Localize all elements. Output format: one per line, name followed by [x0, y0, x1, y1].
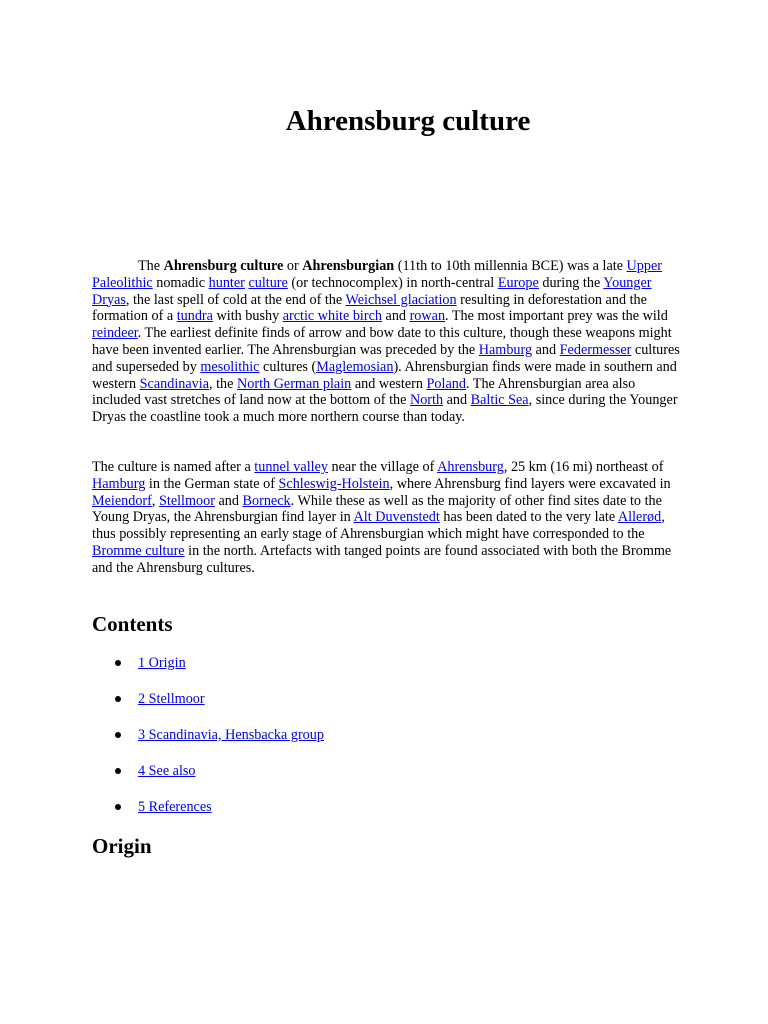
inline-link[interactable]: Allerød [617, 509, 662, 526]
text-run: and western [351, 375, 427, 392]
inline-link[interactable]: culture [248, 274, 288, 291]
inline-link[interactable]: Weichsel glaciation [345, 291, 457, 308]
toc-link-stellmoor[interactable]: 2 Stellmoor [138, 691, 205, 707]
inline-link[interactable]: reindeer [92, 325, 138, 342]
inline-link[interactable]: Federmesser [559, 341, 632, 358]
text-run: in the north. Artefacts with tanged points are found associated with both the Bromme and the Ahrensburg cultures. [92, 542, 672, 576]
toc-link-scandinavia[interactable]: 3 Scandinavia, Hensbacka group [138, 727, 324, 743]
text-run: and [214, 492, 243, 509]
inline-link[interactable]: Maglemosian [316, 358, 394, 375]
inline-link[interactable]: Bromme culture [92, 542, 185, 559]
inline-link[interactable]: Baltic Sea [470, 392, 529, 409]
inline-link[interactable]: tundra [176, 308, 213, 325]
inline-link[interactable]: tunnel valley [254, 459, 328, 475]
text-run: . The Ahrensburgian area also included vast stretches of land now at the bottom of the [92, 375, 636, 409]
article-title: Ahrensburg culture [285, 105, 531, 137]
bullet-icon [115, 732, 121, 738]
text-run: ). Ahrensburgian finds were made in southern and western [92, 358, 677, 392]
inline-link[interactable]: arctic white birch [282, 308, 382, 325]
text-run: . While these as well as the majority of other find sites date to the Young Dryas, the Ahrensburgian find layer in [92, 492, 662, 526]
inline-link[interactable]: Scandinavia [139, 375, 210, 392]
toc-link-origin[interactable]: 1 Origin [138, 655, 186, 671]
text-run: resulting in deforestation and the formation of a [92, 291, 647, 325]
bullet-icon [115, 768, 121, 774]
text-run: , the last spell of cold at the end of the [125, 291, 346, 308]
toc-item [92, 798, 324, 834]
toc-item [92, 654, 324, 690]
inline-link[interactable]: Schleswig-Holstein [278, 475, 390, 492]
toc-item [92, 726, 324, 762]
inline-link[interactable]: Europe [497, 274, 539, 291]
inline-link[interactable]: Upper Paleolithic [92, 258, 663, 291]
text-run: nomadic [152, 274, 209, 291]
bullet-icon [115, 804, 121, 810]
inline-link[interactable]: Hamburg [92, 475, 146, 492]
inline-link[interactable]: hunter [208, 274, 245, 291]
text-run: in the German state of [145, 475, 279, 492]
inline-link[interactable]: Younger Dryas [92, 274, 652, 308]
contents-heading: Contents [92, 612, 173, 636]
text-run: cultures ( [259, 358, 317, 375]
inline-link[interactable]: North [409, 392, 444, 409]
text-run: or [283, 258, 303, 274]
text-run: has been dated to the very late [439, 509, 618, 526]
naming-paragraph [92, 459, 682, 577]
text-run: . The earliest definite finds of arrow and bow date to this culture, though these weapons might have been invented earlier. The Ahrensburgian was preceded by the [92, 325, 672, 358]
text-run: and [381, 308, 410, 325]
text-run: , where Ahrensburg find layers were excavated in [389, 475, 671, 492]
text-run: , [151, 492, 159, 509]
text-run: The [138, 258, 164, 274]
text-run: , thus possibly representing an early stage of Ahrensburgian which might have corresponded to the [92, 509, 665, 543]
text-run: near the village of [327, 459, 438, 475]
inline-link[interactable]: rowan [409, 308, 446, 325]
bullet-icon [115, 696, 121, 702]
inline-link[interactable]: Ahrensburg [437, 459, 504, 475]
text-run: , 25 km (16 mi) northeast of [503, 459, 664, 475]
bullet-icon [115, 660, 121, 666]
text-run: , since during the Younger Dryas the coastline took a much more northern course than today. [92, 392, 678, 426]
text-run: cultures and superseded by [92, 341, 680, 375]
bold-term: Ahrensburg culture [163, 258, 284, 274]
text-run: and [443, 392, 471, 409]
inline-link[interactable]: Stellmoor [158, 492, 215, 509]
toc-link-references[interactable]: 5 References [138, 799, 212, 815]
toc-link-see-also[interactable]: 4 See also [138, 763, 196, 779]
bold-term: Ahrensburgian [302, 258, 395, 274]
intro-paragraph [92, 258, 682, 426]
inline-link[interactable]: Poland [426, 375, 466, 392]
inline-link[interactable]: Borneck [242, 492, 291, 509]
text-run: . The most important prey was the wild [445, 308, 668, 325]
inline-link[interactable]: mesolithic [200, 358, 260, 375]
text-run: The culture is named after a [92, 459, 255, 475]
text-run: during the [538, 274, 604, 291]
text-run: (11th to 10th millennia BCE) was a late [394, 258, 627, 274]
inline-link[interactable]: Alt Duvenstedt [353, 509, 440, 526]
toc-item [92, 690, 324, 726]
text-run: and [532, 341, 560, 358]
origin-heading: Origin [92, 834, 152, 858]
inline-link[interactable]: North German plain [237, 375, 352, 392]
table-of-contents [92, 654, 324, 834]
text-run: (or technocomplex) in north-central [287, 274, 498, 291]
toc-item [92, 762, 324, 798]
inline-link[interactable]: Meiendorf [92, 492, 152, 509]
text-run: , the [209, 375, 237, 392]
inline-link[interactable]: Hamburg [478, 341, 533, 358]
text-run: with bushy [212, 308, 283, 325]
